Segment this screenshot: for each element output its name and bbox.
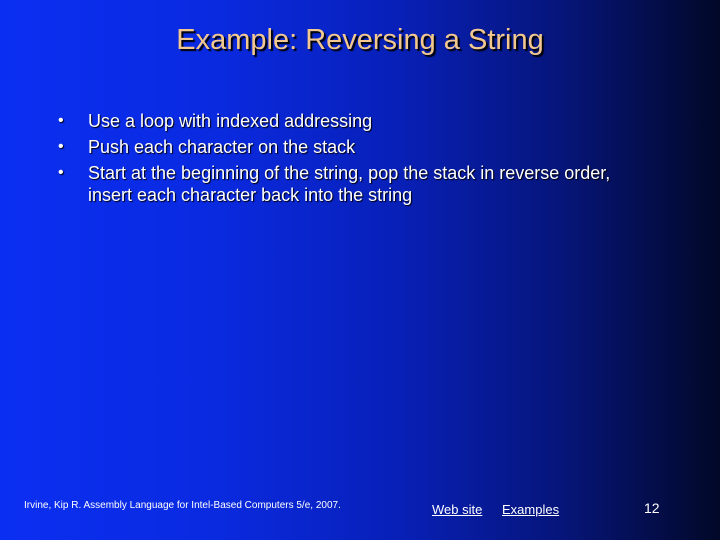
bullet-item: [58, 110, 658, 132]
bullet-text: Use a loop with indexed addressing: [88, 111, 373, 131]
slide-title: Example: Reversing a String: [176, 24, 544, 56]
examples-link[interactable]: Examples: [502, 502, 560, 517]
bullet-list: [58, 110, 658, 210]
footer-citation: Irvine, Kip R. Assembly Language for Intel-Based Computers 5/e, 2007.: [24, 500, 341, 511]
bullet-marker: •: [58, 112, 64, 129]
bullet-item: [58, 162, 658, 206]
web-site-link[interactable]: Web site: [432, 502, 483, 517]
bullet-marker: •: [58, 138, 64, 155]
bullet-text: Push each character on the stack: [88, 137, 356, 157]
page-number: 12: [644, 500, 660, 516]
bullet-marker: •: [58, 164, 64, 181]
bullet-item: [58, 136, 658, 158]
bullet-text: Start at the beginning of the string, pop the stack in reverse order, insert each character back into the string: [88, 163, 611, 205]
